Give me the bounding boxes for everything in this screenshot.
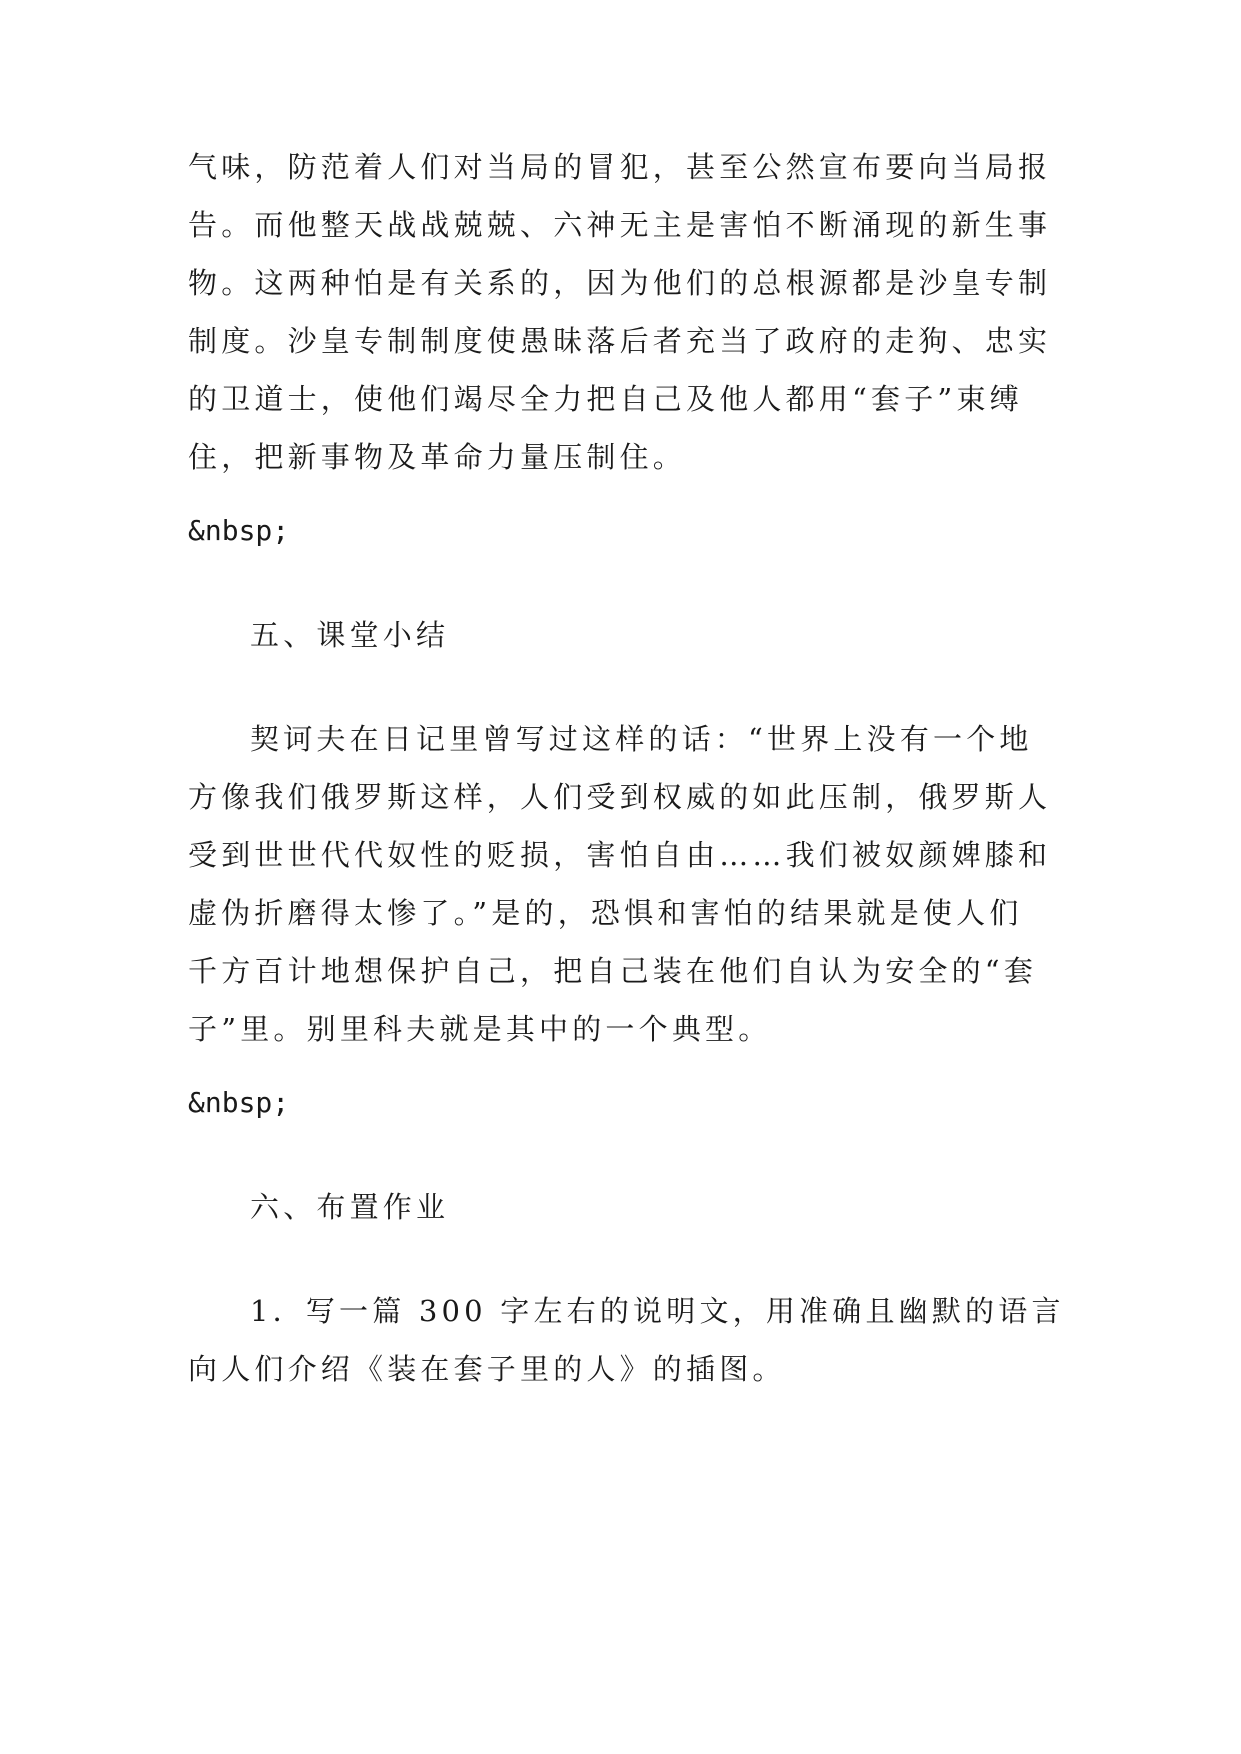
paragraph-continued bbox=[188, 138, 1054, 486]
text-line: 告。而他整天战战兢兢、六神无主是害怕不断涌现的新生事 bbox=[188, 208, 1052, 242]
spacer-line-2 bbox=[188, 1074, 1054, 1132]
text-line: 住，把新事物及革命力量压制住。 bbox=[188, 440, 687, 474]
text-line: 虚伪折磨得太惨了。”是的，恐惧和害怕的结果就是使人们 bbox=[188, 896, 1023, 930]
homework-item-1 bbox=[188, 1282, 1065, 1398]
section-heading-6 bbox=[188, 1178, 1054, 1236]
text-line: 气味，防范着人们对当局的冒犯，甚至公然宣布要向当局报 bbox=[188, 150, 1052, 184]
nbsp-entity-text: &nbsp; bbox=[188, 514, 290, 547]
text-line: 子”里。别里科夫就是其中的一个典型。 bbox=[188, 1012, 772, 1046]
text-line: 1．写一篇 300 字左右的说明文，用准确且幽默的语言 bbox=[250, 1294, 1065, 1328]
text-line: 向人们介绍《装在套子里的人》的插图。 bbox=[188, 1352, 786, 1386]
paragraph-summary bbox=[188, 710, 1054, 1058]
text-line: 方像我们俄罗斯这样，人们受到权威的如此压制，俄罗斯人 bbox=[188, 780, 1052, 814]
text-line: 物。这两种怕是有关系的，因为他们的总根源都是沙皇专制 bbox=[188, 266, 1052, 300]
text-line: 的卫道士，使他们竭尽全力把自己及他人都用“套子”束缚 bbox=[188, 382, 1023, 416]
heading-text: 五、课堂小结 bbox=[250, 618, 450, 652]
heading-text: 六、布置作业 bbox=[250, 1190, 450, 1224]
text-line: 千方百计地想保护自己，把自己装在他们自认为安全的“套 bbox=[188, 954, 1038, 988]
text-line: 契诃夫在日记里曾写过这样的话：“世界上没有一个地 bbox=[250, 722, 1033, 756]
text-line: 制度。沙皇专制制度使愚昧落后者充当了政府的走狗、忠实 bbox=[188, 324, 1052, 358]
section-heading-5 bbox=[188, 606, 1054, 664]
spacer-line-1 bbox=[188, 502, 1054, 560]
text-line: 受到世世代代奴性的贬损，害怕自由……我们被奴颜婢膝和 bbox=[188, 838, 1052, 872]
nbsp-entity-text: &nbsp; bbox=[188, 1086, 290, 1119]
